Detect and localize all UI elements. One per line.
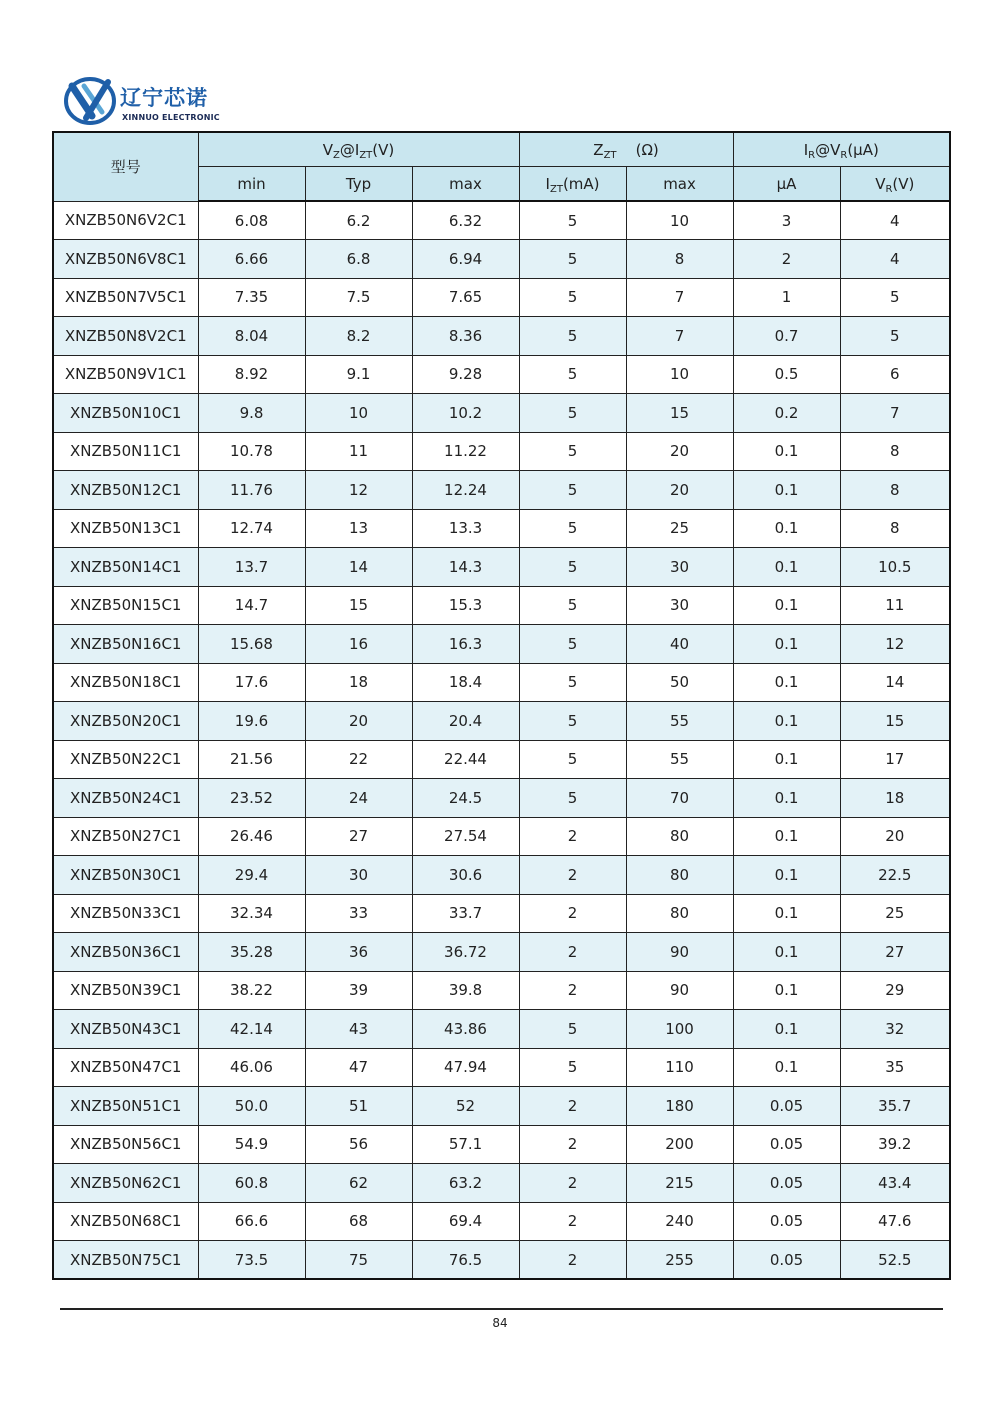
vz-typ-cell: 39 [305, 971, 412, 1010]
table-row [53, 625, 950, 664]
izt-cell: 5 [519, 625, 626, 664]
model-cell: XNZB50N6V8C1 [53, 240, 198, 279]
vr-cell: 27 [840, 933, 950, 972]
zzt-max-cell: 50 [626, 663, 733, 702]
izt-cell: 2 [519, 856, 626, 895]
vz-typ-cell: 10 [305, 394, 412, 433]
vz-typ-cell: 51 [305, 1087, 412, 1126]
ir-cell: 3 [733, 201, 840, 240]
vz-typ-cell: 47 [305, 1048, 412, 1087]
vz-min-cell: 38.22 [198, 971, 305, 1010]
model-cell: XNZB50N16C1 [53, 625, 198, 664]
izt-cell: 5 [519, 586, 626, 625]
vz-typ-cell: 75 [305, 1241, 412, 1280]
izt-cell: 5 [519, 432, 626, 471]
vz-min-cell: 26.46 [198, 817, 305, 856]
vz-min-cell: 46.06 [198, 1048, 305, 1087]
vz-max-cell: 30.6 [412, 856, 519, 895]
vz-min-cell: 29.4 [198, 856, 305, 895]
vr-cell: 18 [840, 779, 950, 818]
table-row [53, 702, 950, 741]
ir-cell: 0.1 [733, 1010, 840, 1049]
zzt-max-cell: 55 [626, 740, 733, 779]
izt-cell: 5 [519, 779, 626, 818]
vr-cell: 32 [840, 1010, 950, 1049]
model-header: 型号 [53, 132, 198, 201]
vz-group-header: $V_Z@I_{ZT}(V)$ [198, 132, 519, 167]
model-cell: XNZB50N30C1 [53, 856, 198, 895]
vz-min-cell: 7.35 [198, 278, 305, 317]
vz-typ-cell: 68 [305, 1202, 412, 1241]
vz-max-cell: 20.4 [412, 702, 519, 741]
table-row [53, 201, 950, 240]
zzt-max-cell: 40 [626, 625, 733, 664]
vz-min-cell: 32.34 [198, 894, 305, 933]
ir-cell: 0.05 [733, 1241, 840, 1280]
zzt-max-cell: 30 [626, 586, 733, 625]
ir-cell: 0.7 [733, 317, 840, 356]
izt-cell: 2 [519, 1164, 626, 1203]
zzt-max-cell: 80 [626, 817, 733, 856]
vz-min-cell: 66.6 [198, 1202, 305, 1241]
vz-min-cell: 11.76 [198, 471, 305, 510]
model-cell: XNZB50N24C1 [53, 779, 198, 818]
zzt-max-cell: 200 [626, 1125, 733, 1164]
table-row [53, 1048, 950, 1087]
vz-min-cell: 19.6 [198, 702, 305, 741]
zzt-max-cell: 80 [626, 856, 733, 895]
ir-cell: 0.1 [733, 509, 840, 548]
table-row [53, 779, 950, 818]
zzt-max-cell: 10 [626, 201, 733, 240]
vz-min-cell: 9.8 [198, 394, 305, 433]
vr-cell: 22.5 [840, 856, 950, 895]
vr-cell: 12 [840, 625, 950, 664]
zzt-max-cell: 110 [626, 1048, 733, 1087]
vz-min-cell: 35.28 [198, 933, 305, 972]
zzt-max-cell: 8 [626, 240, 733, 279]
ir-cell: 0.5 [733, 355, 840, 394]
table-row [53, 509, 950, 548]
ir-cell: 0.1 [733, 625, 840, 664]
vz-max-cell: 15.3 [412, 586, 519, 625]
vz-max-cell: 14.3 [412, 548, 519, 587]
typ-header: Typ [305, 167, 412, 202]
vr-cell: 43.4 [840, 1164, 950, 1203]
vz-min-cell: 50.0 [198, 1087, 305, 1126]
izt-cell: 5 [519, 740, 626, 779]
vr-cell: 47.6 [840, 1202, 950, 1241]
izt-cell: 5 [519, 548, 626, 587]
ir-cell: 0.1 [733, 817, 840, 856]
vz-max-cell: 36.72 [412, 933, 519, 972]
table-row [53, 240, 950, 279]
company-logo [62, 72, 262, 130]
vz-min-cell: 54.9 [198, 1125, 305, 1164]
izt-cell: 2 [519, 894, 626, 933]
vz-max-cell: 57.1 [412, 1125, 519, 1164]
ir-cell: 0.1 [733, 894, 840, 933]
ir-cell: 0.05 [733, 1087, 840, 1126]
model-cell: XNZB50N8V2C1 [53, 317, 198, 356]
vz-typ-cell: 12 [305, 471, 412, 510]
table-row [53, 278, 950, 317]
table-row [53, 1164, 950, 1203]
vr-cell: 8 [840, 432, 950, 471]
table-row [53, 355, 950, 394]
zzt-group-header: $Z_{ZT}$ (Ω) [519, 132, 733, 167]
vz-max-cell: 63.2 [412, 1164, 519, 1203]
vr-cell: 52.5 [840, 1241, 950, 1280]
izt-header: $I_{ZT}(mA)$ [519, 167, 626, 202]
izt-cell: 5 [519, 702, 626, 741]
vr-cell: 6 [840, 355, 950, 394]
model-cell: XNZB50N33C1 [53, 894, 198, 933]
izt-cell: 2 [519, 817, 626, 856]
vz-typ-cell: 27 [305, 817, 412, 856]
model-cell: XNZB50N56C1 [53, 1125, 198, 1164]
vr-cell: 5 [840, 278, 950, 317]
vz-min-cell: 42.14 [198, 1010, 305, 1049]
model-cell: XNZB50N13C1 [53, 509, 198, 548]
table-body [53, 201, 950, 1279]
vz-max-cell: 12.24 [412, 471, 519, 510]
ir-cell: 0.05 [733, 1125, 840, 1164]
vz-min-cell: 8.92 [198, 355, 305, 394]
model-cell: XNZB50N43C1 [53, 1010, 198, 1049]
vr-cell: 35 [840, 1048, 950, 1087]
model-cell: XNZB50N9V1C1 [53, 355, 198, 394]
ir-cell: 0.1 [733, 740, 840, 779]
vz-typ-cell: 22 [305, 740, 412, 779]
spec-table [52, 131, 951, 1280]
izt-cell: 2 [519, 933, 626, 972]
zzt-max-cell: 90 [626, 933, 733, 972]
vz-typ-cell: 14 [305, 548, 412, 587]
vr-cell: 25 [840, 894, 950, 933]
model-cell: XNZB50N22C1 [53, 740, 198, 779]
vz-max-cell: 13.3 [412, 509, 519, 548]
izt-cell: 5 [519, 201, 626, 240]
izt-cell: 5 [519, 471, 626, 510]
vz-min-cell: 10.78 [198, 432, 305, 471]
model-cell: XNZB50N10C1 [53, 394, 198, 433]
izt-cell: 5 [519, 394, 626, 433]
izt-cell: 2 [519, 1087, 626, 1126]
vr-cell: 4 [840, 201, 950, 240]
ir-cell: 0.1 [733, 586, 840, 625]
vz-typ-cell: 6.8 [305, 240, 412, 279]
vz-typ-cell: 9.1 [305, 355, 412, 394]
table-row [53, 586, 950, 625]
ir-cell: 1 [733, 278, 840, 317]
ir-cell: 2 [733, 240, 840, 279]
ir-cell: 0.1 [733, 779, 840, 818]
vz-min-cell: 12.74 [198, 509, 305, 548]
vz-max-cell: 33.7 [412, 894, 519, 933]
model-cell: XNZB50N39C1 [53, 971, 198, 1010]
vz-min-cell: 17.6 [198, 663, 305, 702]
logo-english-name: XINNUO ELECTRONIC [122, 113, 220, 122]
vz-min-cell: 14.7 [198, 586, 305, 625]
table-row [53, 933, 950, 972]
table-row [53, 317, 950, 356]
izt-cell: 5 [519, 240, 626, 279]
zmax-header: max [626, 167, 733, 202]
vr-cell: 39.2 [840, 1125, 950, 1164]
vr-cell: 4 [840, 240, 950, 279]
max-header: max [412, 167, 519, 202]
table-row [53, 971, 950, 1010]
izt-cell: 5 [519, 509, 626, 548]
vz-max-cell: 11.22 [412, 432, 519, 471]
page-number: 84 [492, 1316, 508, 1330]
vz-typ-cell: 43 [305, 1010, 412, 1049]
izt-cell: 5 [519, 1048, 626, 1087]
vz-max-cell: 22.44 [412, 740, 519, 779]
vr-cell: 7 [840, 394, 950, 433]
model-cell: XNZB50N6V2C1 [53, 201, 198, 240]
table-row [53, 1087, 950, 1126]
zzt-max-cell: 20 [626, 432, 733, 471]
model-cell: XNZB50N11C1 [53, 432, 198, 471]
izt-cell: 5 [519, 317, 626, 356]
vz-min-cell: 8.04 [198, 317, 305, 356]
model-cell: XNZB50N36C1 [53, 933, 198, 972]
vr-cell: 14 [840, 663, 950, 702]
vz-max-cell: 76.5 [412, 1241, 519, 1280]
table-row [53, 1125, 950, 1164]
vr-cell: 8 [840, 471, 950, 510]
vz-max-cell: 6.94 [412, 240, 519, 279]
zzt-max-cell: 30 [626, 548, 733, 587]
ir-cell: 0.1 [733, 663, 840, 702]
vz-typ-cell: 20 [305, 702, 412, 741]
zzt-max-cell: 100 [626, 1010, 733, 1049]
vz-min-cell: 6.66 [198, 240, 305, 279]
izt-cell: 2 [519, 1241, 626, 1280]
model-cell: XNZB50N68C1 [53, 1202, 198, 1241]
vr-cell: 35.7 [840, 1087, 950, 1126]
zzt-max-cell: 20 [626, 471, 733, 510]
vr-cell: 15 [840, 702, 950, 741]
zzt-max-cell: 180 [626, 1087, 733, 1126]
vz-min-cell: 13.7 [198, 548, 305, 587]
table-row [53, 548, 950, 587]
vz-typ-cell: 11 [305, 432, 412, 471]
vz-max-cell: 18.4 [412, 663, 519, 702]
izt-cell: 2 [519, 1202, 626, 1241]
table-row [53, 1202, 950, 1241]
model-cell: XNZB50N20C1 [53, 702, 198, 741]
vr-cell: 5 [840, 317, 950, 356]
ir-cell: 0.1 [733, 971, 840, 1010]
ir-cell: 0.1 [733, 933, 840, 972]
vz-typ-cell: 30 [305, 856, 412, 895]
table-row [53, 394, 950, 433]
zzt-max-cell: 240 [626, 1202, 733, 1241]
vr-cell: 17 [840, 740, 950, 779]
table-row [53, 1241, 950, 1280]
vz-max-cell: 6.32 [412, 201, 519, 240]
model-cell: XNZB50N12C1 [53, 471, 198, 510]
model-cell: XNZB50N18C1 [53, 663, 198, 702]
model-cell: XNZB50N14C1 [53, 548, 198, 587]
vz-min-cell: 60.8 [198, 1164, 305, 1203]
table-row [53, 432, 950, 471]
ir-cell: 0.1 [733, 471, 840, 510]
vz-max-cell: 39.8 [412, 971, 519, 1010]
vr-cell: 20 [840, 817, 950, 856]
table-row [53, 856, 950, 895]
model-cell: XNZB50N47C1 [53, 1048, 198, 1087]
vz-typ-cell: 7.5 [305, 278, 412, 317]
vz-max-cell: 7.65 [412, 278, 519, 317]
zzt-max-cell: 7 [626, 278, 733, 317]
zzt-max-cell: 7 [626, 317, 733, 356]
model-cell: XNZB50N7V5C1 [53, 278, 198, 317]
vz-max-cell: 43.86 [412, 1010, 519, 1049]
izt-cell: 2 [519, 971, 626, 1010]
izt-cell: 5 [519, 1010, 626, 1049]
izt-cell: 2 [519, 1125, 626, 1164]
footer-divider [60, 1308, 943, 1310]
table-row [53, 740, 950, 779]
vz-min-cell: 6.08 [198, 201, 305, 240]
ir-cell: 0.1 [733, 1048, 840, 1087]
zzt-max-cell: 10 [626, 355, 733, 394]
vz-max-cell: 8.36 [412, 317, 519, 356]
ir-cell: 0.1 [733, 432, 840, 471]
model-cell: XNZB50N75C1 [53, 1241, 198, 1280]
vz-max-cell: 9.28 [412, 355, 519, 394]
vz-min-cell: 15.68 [198, 625, 305, 664]
ir-cell: 0.2 [733, 394, 840, 433]
vr-cell: 8 [840, 509, 950, 548]
vz-typ-cell: 33 [305, 894, 412, 933]
model-cell: XNZB50N27C1 [53, 817, 198, 856]
vz-typ-cell: 62 [305, 1164, 412, 1203]
ir-cell: 0.1 [733, 548, 840, 587]
table-row [53, 894, 950, 933]
xinnuo-logo-icon [62, 72, 118, 128]
zzt-max-cell: 90 [626, 971, 733, 1010]
vz-max-cell: 10.2 [412, 394, 519, 433]
logo-chinese-name: 辽宁芯诺 [120, 86, 208, 110]
ir-cell: 0.1 [733, 702, 840, 741]
vz-typ-cell: 8.2 [305, 317, 412, 356]
model-cell: XNZB50N51C1 [53, 1087, 198, 1126]
vz-typ-cell: 16 [305, 625, 412, 664]
zzt-max-cell: 215 [626, 1164, 733, 1203]
vz-typ-cell: 18 [305, 663, 412, 702]
zzt-max-cell: 55 [626, 702, 733, 741]
vr-cell: 29 [840, 971, 950, 1010]
table-row [53, 817, 950, 856]
izt-cell: 5 [519, 663, 626, 702]
model-cell: XNZB50N62C1 [53, 1164, 198, 1203]
ir-cell: 0.05 [733, 1164, 840, 1203]
table-row [53, 663, 950, 702]
zzt-max-cell: 255 [626, 1241, 733, 1280]
header-row-1 [53, 132, 950, 167]
table-row [53, 471, 950, 510]
vr-cell: 11 [840, 586, 950, 625]
min-header: min [198, 167, 305, 202]
vz-typ-cell: 13 [305, 509, 412, 548]
vz-max-cell: 16.3 [412, 625, 519, 664]
zzt-max-cell: 80 [626, 894, 733, 933]
vz-typ-cell: 6.2 [305, 201, 412, 240]
zzt-max-cell: 15 [626, 394, 733, 433]
table-row [53, 1010, 950, 1049]
vz-max-cell: 47.94 [412, 1048, 519, 1087]
model-cell: XNZB50N15C1 [53, 586, 198, 625]
izt-cell: 5 [519, 355, 626, 394]
vz-max-cell: 24.5 [412, 779, 519, 818]
vz-typ-cell: 56 [305, 1125, 412, 1164]
ua-header: μA [733, 167, 840, 202]
zzt-max-cell: 25 [626, 509, 733, 548]
vz-max-cell: 69.4 [412, 1202, 519, 1241]
vz-typ-cell: 24 [305, 779, 412, 818]
vz-max-cell: 27.54 [412, 817, 519, 856]
izt-cell: 5 [519, 278, 626, 317]
vz-typ-cell: 36 [305, 933, 412, 972]
vr-header: $V_R(V)$ [840, 167, 950, 202]
vz-min-cell: 21.56 [198, 740, 305, 779]
zzt-max-cell: 70 [626, 779, 733, 818]
ir-group-header: $I_R@V_R(\mu A)$ [733, 132, 950, 167]
vz-min-cell: 23.52 [198, 779, 305, 818]
vz-typ-cell: 15 [305, 586, 412, 625]
ir-cell: 0.05 [733, 1202, 840, 1241]
vr-cell: 10.5 [840, 548, 950, 587]
ir-cell: 0.1 [733, 856, 840, 895]
vz-min-cell: 73.5 [198, 1241, 305, 1280]
vz-max-cell: 52 [412, 1087, 519, 1126]
